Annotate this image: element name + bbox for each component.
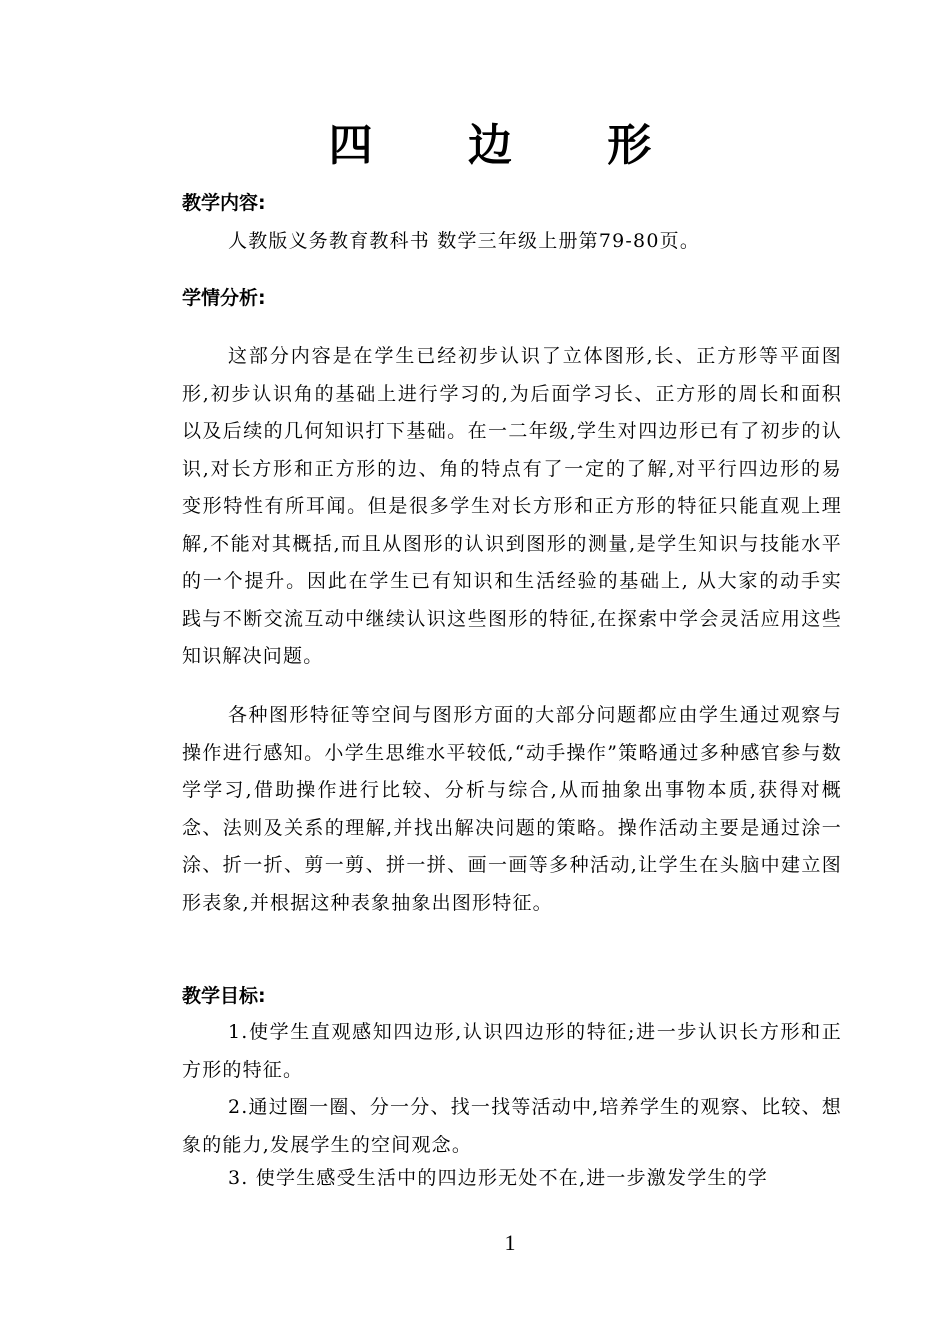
goal-item-2: 2.通过圈一圈、分一分、找一找等活动中,培养学生的观察、比较、想象的能力,发展学生的空间观念。 (182, 1096, 842, 1156)
analysis-paragraph-2: 各种图形特征等空间与图形方面的大部分问题都应由学生通过观察与操作进行感知。小学生思维水平较低,“动手操作”策略通过多种感官参与数学学习,借助操作进行比较、分析与综合,从而抽象出事物本质,获得对概念、法则及关系的理解,并找出解决问题的策略。操作活动主要是通过涂一涂、折一折、剪一剪、拼一拼、画一画等多种活动,让学生在头脑中建立图形表象,并根据这种表象抽象出图形特征。 (182, 704, 842, 914)
section-heading-teaching-content: 教学内容: (182, 192, 266, 214)
teaching-content-text: 人教版义务教育教科书 数学三年级上册第79-80页。 (228, 230, 701, 252)
page-number: 1 (504, 1230, 516, 1255)
section-heading-learning-analysis: 学情分析: (182, 287, 266, 309)
analysis-paragraph-1: 这部分内容是在学生已经初步认识了立体图形,长、正方形等平面图形,初步认识角的基础上进行学习的,为后面学习长、正方形的周长和面积以及后续的几何知识打下基础。在一二年级,学生对四边形已有了初步的认识,对长方形和正方形的边、角的特点有了一定的了解,对平行四边形的易变形特性有所耳闻。但是很多学生对长方形和正方形的特征只能直观上理解,不能对其概括,而且从图形的认识到图形的测量,是学生知识与技能水平的一个提升。因此在学生已有知识和生活经验的基础上, 从大家的动手实践与不断交流互动中继续认识这些图形的特征,在探索中学会灵活应用这些知识解决问题。 (182, 345, 842, 667)
document-title: 四 边 形 (328, 120, 692, 171)
section-heading-teaching-goals: 教学目标: (182, 985, 266, 1007)
goal-item-3: 3. 使学生感受生活中的四边形无处不在,进一步激发学生的学 (228, 1167, 769, 1189)
goal-item-1: 1.使学生直观感知四边形,认识四边形的特征;进一步认识长方形和正方形的特征。 (182, 1021, 842, 1081)
